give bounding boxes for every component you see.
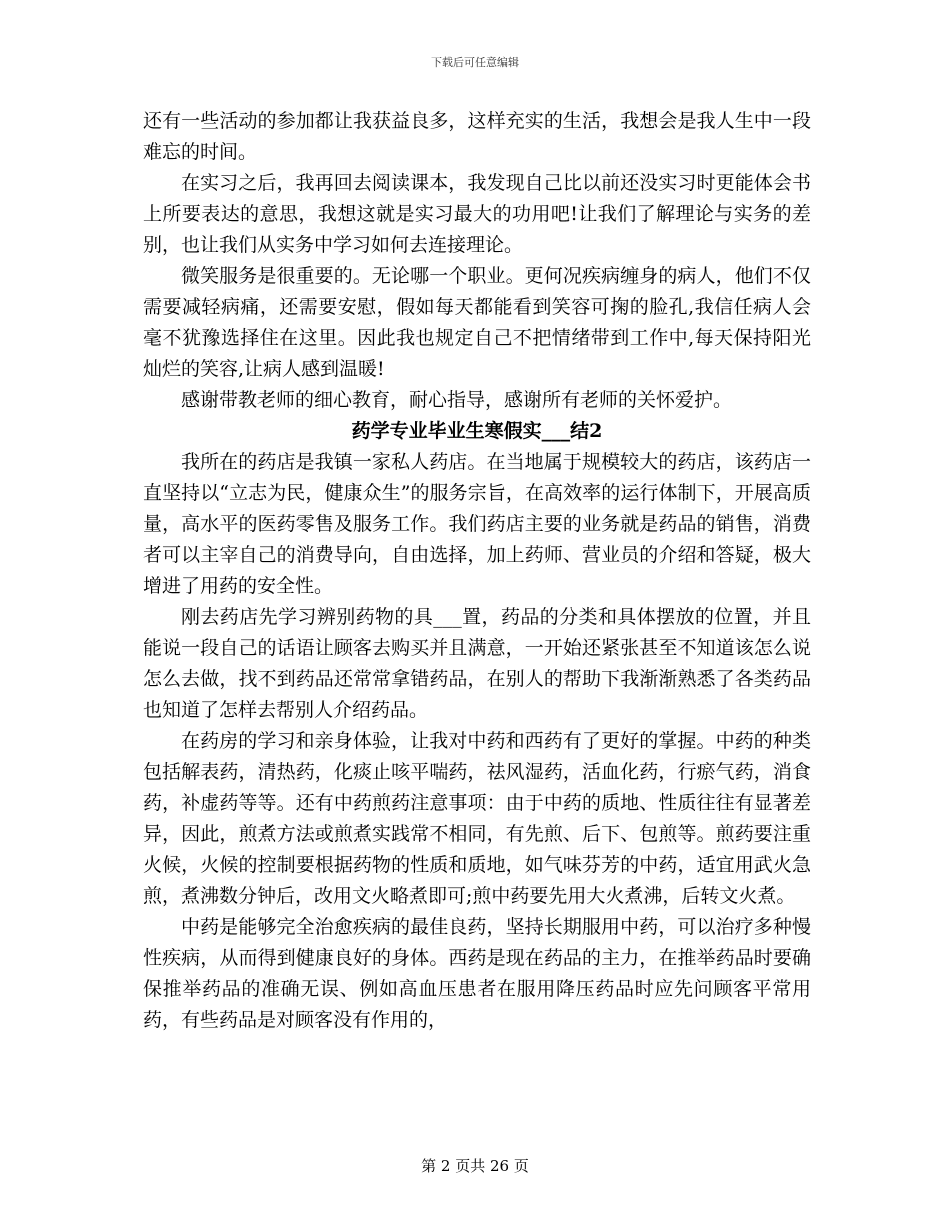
paragraph: 微笑服务是很重要的。无论哪一个职业。更何况疾病缠身的病人，他们不仅需要减轻病痛，还需要安慰，假如每天都能看到笑容可掬的脸孔,我信任病人会毫不犹豫选择住在这里。因此我也规定自己不把情绪带到工作中,每天保持阳光灿烂的笑容,让病人感到温暖!: [143, 265, 811, 380]
page-header: 下载后可任意编辑: [431, 56, 519, 69]
section-title: 药学专业毕业生寒假实___结2: [351, 420, 603, 442]
paragraph: 刚去药店先学习辨别药物的具___置，药品的分类和具体摆放的位置，并且能说一段自己的话语让顾客去购买并且满意，一开始还紧张甚至不知道该怎么说怎么去做，找不到药品还常常拿错药品，在别人的帮助下我渐渐熟悉了各类药品也知道了怎样去帮别人介绍药品。: [143, 606, 811, 721]
paragraph: 在药房的学习和亲身体验，让我对中药和西药有了更好的掌握。中药的种类包括解表药，清热药，化痰止咳平喘药，祛风湿药，活血化药，行瘀气药，消食药，补虚药等等。还有中药煎药注意事项：由于中药的质地、性质往往有显著差异，因此，煎煮方法或煎煮实践常不相同，有先煎、后下、包煎等。煎药要注重火候，火候的控制要根据药物的性质和质地，如气味芬芳的中药，适宜用武火急煎，煮沸数分钟后，改用文火略煮即可;煎中药要先用大火煮沸，后转文火煮。: [143, 730, 811, 907]
paragraph: 还有一些活动的参加都让我获益良多，这样充实的生活，我想会是我人生中一段难忘的时间。: [143, 110, 811, 163]
paragraph: 中药是能够完全治愈疾病的最佳良药，坚持长期服用中药，可以治疗多种慢性疾病，从而得到健康良好的身体。西药是现在药品的主力，在推举药品时要确保推举药品的准确无误、例如高血压患者在服用降压药品时应先问顾客平常用药，有些药品是对顾客没有作用的，: [143, 916, 811, 1031]
page-number: 第 2 页共 26 页: [421, 1157, 529, 1175]
paragraph: 在实习之后，我再回去阅读课本，我发现自己比以前还没实习时更能体会书上所要表达的意思，我想这就是实习最大的功用吧!让我们了解理论与实务的差别，也让我们从实务中学习如何去连接理论。: [143, 172, 811, 256]
paragraph: 我所在的药店是我镇一家私人药店。在当地属于规模较大的药店，该药店一直坚持以“立志为民，健康众生”的服务宗旨，在高效率的运行体制下，开展高质量，高水平的医药零售及服务工作。我们药店主要的业务就是药品的销售，消费者可以主宰自己的消费导向，自由选择，加上药师、营业员的介绍和答疑，极大增进了用药的安全性。: [143, 451, 811, 597]
document-body: [143, 106, 811, 1036]
paragraph: 感谢带教老师的细心教育，耐心指导，感谢所有老师的关怀爱护。: [181, 389, 733, 411]
